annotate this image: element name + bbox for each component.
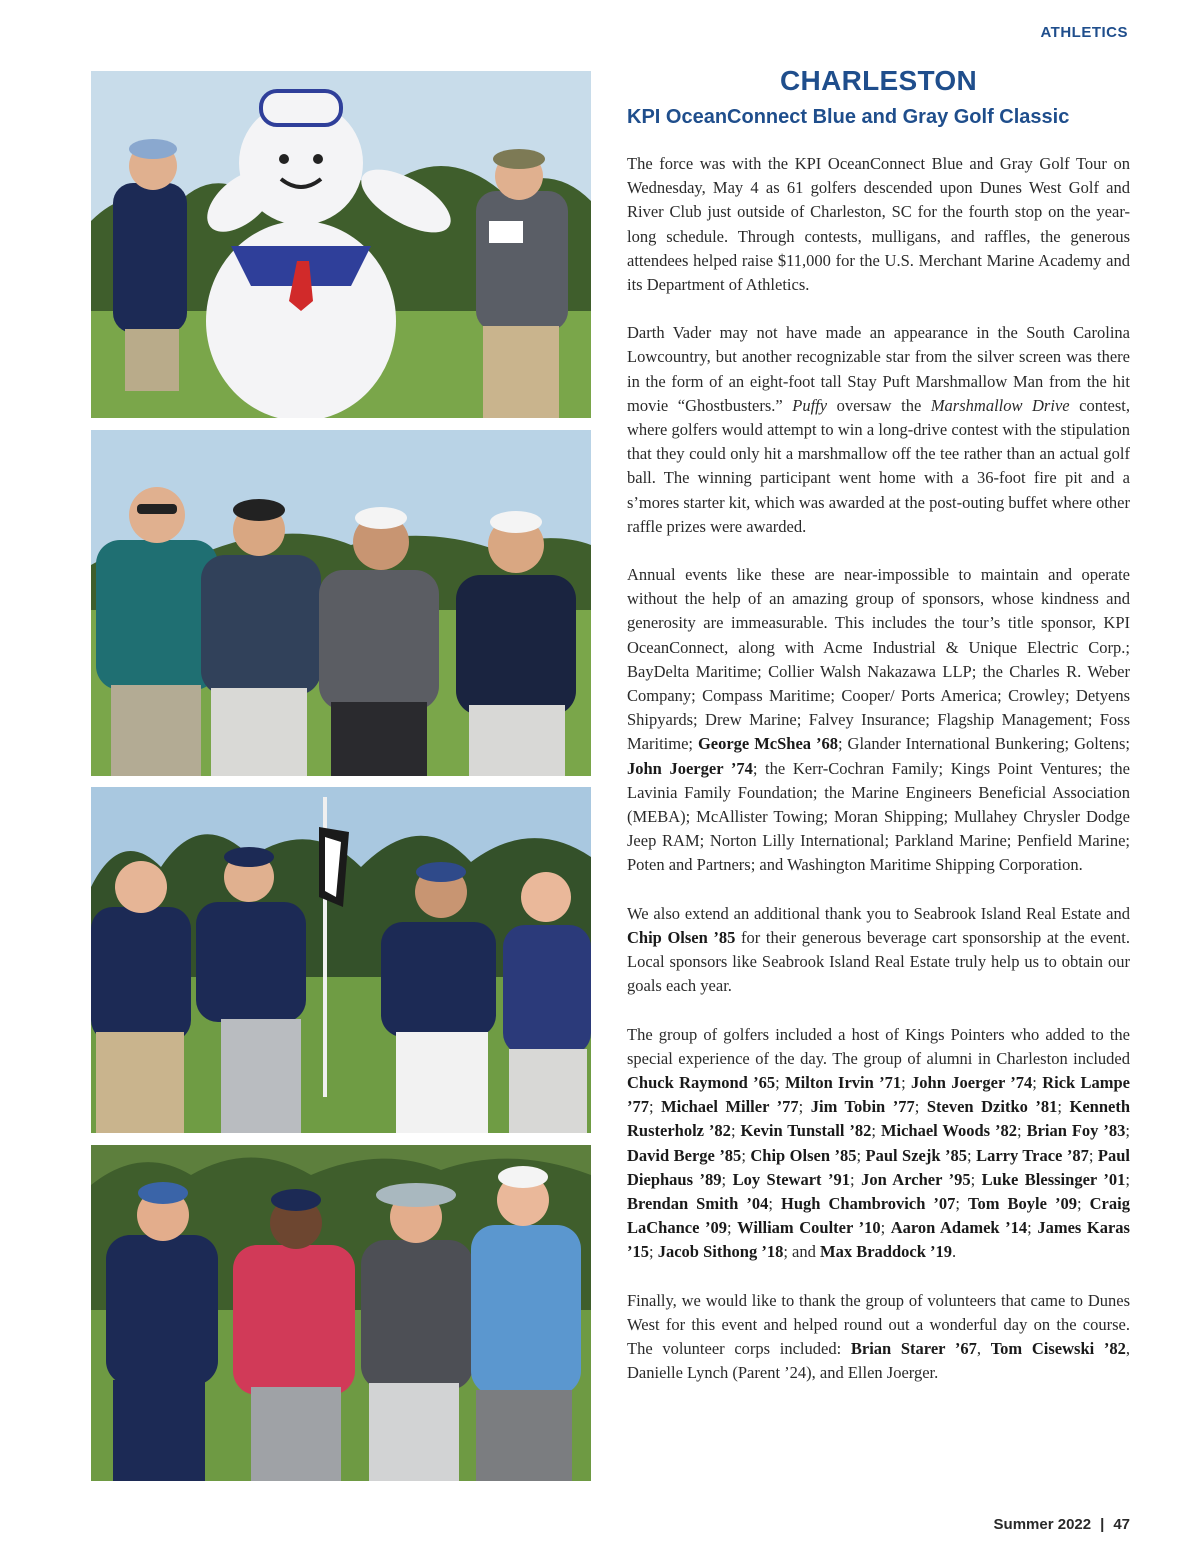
paragraph-intro [627, 152, 1130, 297]
text-run: ; [1125, 1121, 1130, 1141]
issue-label: Summer 2022 [993, 1516, 1092, 1533]
bold-name: William Coulter ’10 [737, 1218, 881, 1238]
text-run: ; [955, 1193, 969, 1213]
bold-name: James Karas ’15 [627, 1218, 1130, 1262]
photo-golf-foursome-3 [91, 1145, 591, 1481]
text-run: oversaw the [827, 395, 931, 415]
paragraph-local-sponsors [627, 902, 1130, 999]
article-title: CHARLESTON [780, 65, 977, 96]
bold-name: Brendan Smith ’04 [627, 1193, 769, 1213]
text-run: ; [1027, 1218, 1038, 1238]
text-run: for their generous beverage cart sponsorship at the event. Local sponsors like Seabrook Island Real Estate truly help us to obtain our goals each year. [627, 927, 1130, 996]
text-run: ; [967, 1145, 977, 1165]
bold-name: John Joerger ’74 [627, 758, 753, 778]
text-run: ; [730, 1121, 741, 1141]
paragraph-sponsors [627, 563, 1130, 878]
text-run: We also extend an additional thank you to Seabrook Island Real Estate and [627, 903, 1130, 923]
text-run: ; [775, 1072, 786, 1092]
bold-name: Loy Stewart ’91 [732, 1169, 850, 1189]
paragraph-alumni [627, 1023, 1130, 1265]
paragraph-marshmallow [627, 321, 1130, 539]
article-subtitle: KPI OceanConnect Blue and Gray Golf Classic [627, 106, 1070, 128]
italic-text: Puffy [792, 395, 828, 415]
text-run: , [976, 1338, 991, 1358]
text-run: ; [649, 1242, 658, 1262]
bold-name: Luke Blessinger ’01 [981, 1169, 1126, 1189]
bold-name: Max Braddock ’19 [820, 1242, 952, 1262]
text-run: ; and [783, 1242, 820, 1262]
bold-name: Kevin Tunstall ’82 [740, 1121, 872, 1141]
text-run: ; [914, 1097, 927, 1117]
bold-name: Chip Olsen ’85 [750, 1145, 857, 1165]
text-run: Darth Vader may not have made an appearance in the South Carolina Lowcountry, but another recognizable star from the silver screen was there in the form of an eight-foot tall Stay Puft Marshmallow Man from the hit movie “Ghostbusters.” [627, 323, 1130, 415]
text-run: ; [1088, 1145, 1098, 1165]
bold-name: Jon Archer ’95 [861, 1169, 971, 1189]
bold-name: Jim Tobin ’77 [810, 1097, 915, 1117]
bold-name: Brian Starer ’67 [850, 1338, 977, 1358]
text-run: Finally, we would like to thank the group of volunteers that came to Dunes West for this event and helped round out a wonderful day on the course. The volunteer corps included: [627, 1290, 1130, 1358]
text-run: ; [649, 1097, 662, 1117]
page-number: 47 [1113, 1516, 1130, 1533]
text-run: ; [1077, 1193, 1090, 1213]
bold-name: Chuck Raymond ’65 [627, 1072, 776, 1092]
bold-name: Brian Foy ’83 [1026, 1121, 1126, 1141]
text-run: Annual events like these are near-impossible to maintain and operate without the help of an amazing group of sponsors, whose kindness and generosity are immeasurable. This includes the tour’s title sponsor, KPI OceanConnect, along with Acme Industrial & Unique Electric Corp.; BayDelta Maritime; Collier Walsh Nakazawa LLP; the Charles R. Weber Company; Compass Maritime; Cooper/ Ports America; Crowley; Detyens Shipyards; Drew Marine; Falvey Insurance; Flagship Management; Foss Maritime; [627, 565, 1130, 754]
text-run: ; [1057, 1097, 1070, 1117]
italic-text: Marshmallow Drive [930, 395, 1070, 415]
bold-name: Michael Woods ’82 [880, 1121, 1018, 1141]
bold-name: Jacob Sithong ’18 [657, 1242, 784, 1262]
bold-name: Tom Boyle ’09 [968, 1193, 1078, 1213]
text-run: ; [1125, 1169, 1130, 1189]
bold-name: Hugh Chambrovich ’07 [781, 1193, 956, 1213]
bold-name: Paul Szejk ’85 [865, 1145, 968, 1165]
bold-name: Craig LaChance ’09 [627, 1193, 1130, 1238]
text-run: ; [880, 1218, 891, 1238]
text-run: contest, where golfers would attempt to win a long-drive contest with the stipulation that they could only hit a marshmallow off the tee rather than an actual golf ball. The winning participant went home with a 36-foot fire pit and a s’mores starter kit, which was awarded at the post-outing buffet where other raffle prizes were awarded. [627, 395, 1130, 536]
bold-name: Milton Irvin ’71 [785, 1072, 902, 1092]
page-footer [994, 1516, 1130, 1533]
text-run: ; [726, 1218, 738, 1238]
bold-name: Paul Diephaus ’89 [627, 1145, 1130, 1189]
text-run: ; the Kerr-Cochran Family; Kings Point Ventures; the Lavinia Family Foundation; the Marine Engineers Beneficial Association (MEBA); McAllister Towing; Moran Shipping; Mullahey Chrysler Dodge Jeep RAM; Norton Lilly International; Parkland Marine; Penfield Marine; Poten and Partners; and Washington Maritime Shipping Corporation. [627, 758, 1131, 875]
text-run: The group of golfers included a host of Kings Pointers who added to the special experience of the day. The group of alumni in Charleston included [627, 1024, 1130, 1068]
text-run: ; [721, 1169, 733, 1189]
article [627, 64, 1130, 1385]
bold-name: John Joerger ’74 [911, 1072, 1033, 1092]
text-run: . [952, 1242, 957, 1262]
text-run: ; [1032, 1072, 1043, 1092]
text-run: ; [768, 1193, 782, 1213]
text-run: ; [901, 1072, 912, 1092]
text-run: ; [850, 1169, 862, 1189]
bold-name: Rick Lampe ’77 [627, 1072, 1131, 1117]
text-run: ; Glander International Bunkering; Goltens; [838, 734, 1131, 754]
text-run: ; [741, 1145, 751, 1165]
section-label: ATHLETICS [1040, 24, 1128, 41]
text-run: The force was with the KPI OceanConnect Blue and Gray Golf Tour on Wednesday, May 4 as 61 golfers descended upon Dunes West Golf and River Club just outside of Charleston, SC for the fourth stop on the year-long schedule. Through contests, mulligans, and raffles, the generous attendees helped raise $11,000 for the U.S. Merchant Marine Academy and its Department of Athletics. [627, 154, 1130, 295]
bold-name: Steven Dzitko ’81 [926, 1097, 1058, 1117]
bold-name: George McShea ’68 [697, 734, 838, 754]
text-run: , Danielle Lynch (Parent ’24), and Ellen Joerger. [627, 1338, 1131, 1383]
paragraph-volunteers [627, 1289, 1130, 1386]
photo-golf-foursome-1 [91, 430, 591, 776]
bold-name: David Berge ’85 [627, 1145, 742, 1165]
text-run: ; [871, 1121, 881, 1141]
bold-name: Chip Olsen ’85 [627, 927, 736, 947]
text-run: ; [970, 1169, 982, 1189]
text-run: ; [856, 1145, 866, 1165]
text-run: ; [798, 1097, 811, 1117]
photo-golf-foursome-2 [91, 787, 591, 1133]
bold-name: Tom Cisewski ’82 [990, 1338, 1126, 1358]
footer-separator: | [1100, 1516, 1105, 1533]
bold-name: Larry Trace ’87 [976, 1145, 1089, 1165]
bold-name: Aaron Adamek ’14 [890, 1218, 1028, 1238]
text-run: ; [1017, 1121, 1027, 1141]
bold-name: Michael Miller ’77 [661, 1097, 799, 1117]
photo-marshmallow-man [91, 71, 591, 418]
bold-name: Kenneth Rusterholz ’82 [627, 1097, 1130, 1141]
